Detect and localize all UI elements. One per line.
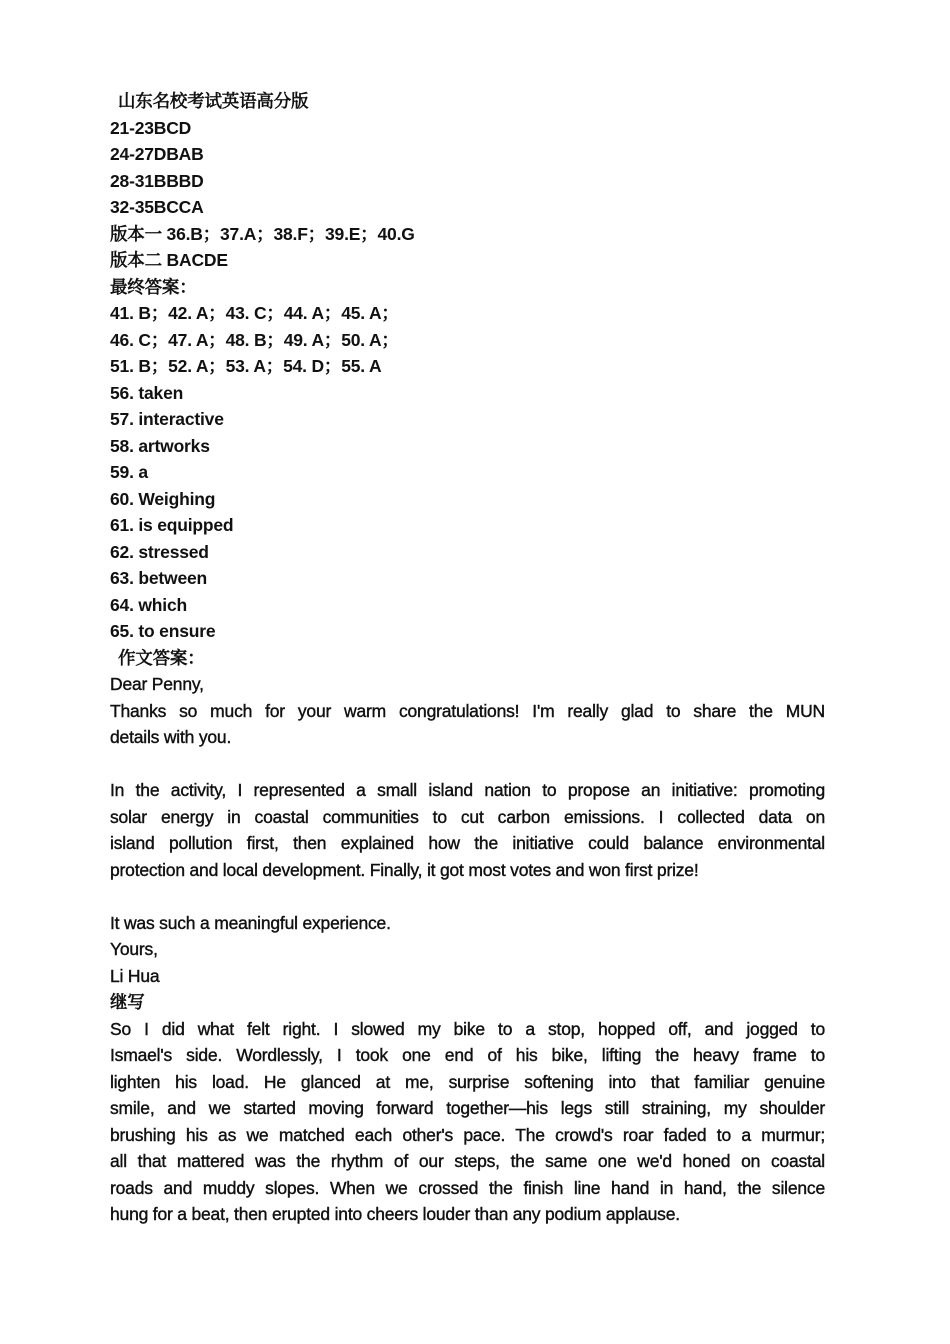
continuation-line: So I did what felt right. I slowed my bike to a stop, hopped off, and jogged to [110, 1018, 825, 1039]
answer-line: 41. B；42. A；43. C；44. A；45. A； [110, 303, 399, 323]
answer-line: 63. between [110, 568, 208, 588]
answer-line: 46. C；47. A；48. B；49. A；50. A； [110, 329, 399, 350]
answer-line: 32-35BCCA [110, 197, 204, 217]
closing: Yours, [110, 939, 158, 959]
p3: It was such a meaningful experience. [110, 912, 391, 933]
signature: Li Hua [110, 965, 160, 986]
answer-line: 51. B；52. A；53. A；54. D；55. A [110, 356, 382, 376]
continuation-heading: 继写 [110, 992, 145, 1012]
p1-line: details with you. [110, 727, 232, 747]
answer-line: 62. stressed [110, 541, 209, 562]
answer-line: 58. artworks [110, 435, 210, 456]
continuation-line: brushing his as we matched each other's pace. The crowd's roar faded to a murmur; [110, 1124, 825, 1145]
p1-line: Thanks so much for your warm congratulations! I'm really glad to share the MUN [110, 700, 825, 721]
p2-line: solar energy in coastal communities to cut carbon emissions. I collected data on [110, 806, 825, 827]
writing-heading: 作文答案： [118, 647, 205, 668]
p2-line: In the activity, I represented a small island nation to propose an initiative: promoting [110, 780, 825, 800]
document-title: 山东名校考试英语高分版 [118, 91, 309, 111]
salutation: Dear Penny, [110, 674, 204, 694]
continuation-line: roads and muddy slopes. When we crossed the finish line hand in hand, the silence [110, 1177, 825, 1198]
answer-line: 版本二 BACDE [110, 250, 228, 270]
p2-line: protection and local development. Finally, it got most votes and won first prize! [110, 859, 699, 880]
answer-line: 最终答案： [110, 276, 197, 297]
answer-line: 65. to ensure [110, 621, 216, 641]
answer-line: 59. a [110, 462, 148, 482]
continuation-text [110, 1016, 825, 1228]
continuation-line: smile, and we started moving forward together—his legs still straining, my shoulder [110, 1098, 825, 1118]
continuation-line: all that mattered was the rhythm of our steps, the same one we'd honed on coastal [110, 1151, 825, 1171]
p2-line: island pollution first, then explained how the initiative could balance environmental [110, 833, 825, 853]
answer-line: 56. taken [110, 382, 184, 403]
continuation-line: Ismael's side. Wordlessly, I took one end of his bike, lifting the heavy frame to [110, 1045, 825, 1065]
answer-line: 64. which [110, 594, 187, 615]
answer-line: 21-23BCD [110, 117, 192, 138]
answer-line: 版本一 36.B；37.A；38.F；39.E；40.G [110, 223, 415, 244]
answer-list [110, 115, 825, 645]
answer-line: 28-31BBBD [110, 170, 204, 191]
answer-line: 24-27DBAB [110, 144, 204, 164]
answer-document [110, 88, 825, 1228]
answer-line: 57. interactive [110, 409, 224, 429]
answer-line: 61. is equipped [110, 515, 234, 535]
continuation-line: hung for a beat, then erupted into cheers louder than any podium applause. [110, 1204, 680, 1224]
continuation-line: lighten his load. He glanced at me, surprise softening into that familiar genuine [110, 1071, 825, 1092]
answer-line: 60. Weighing [110, 488, 216, 509]
